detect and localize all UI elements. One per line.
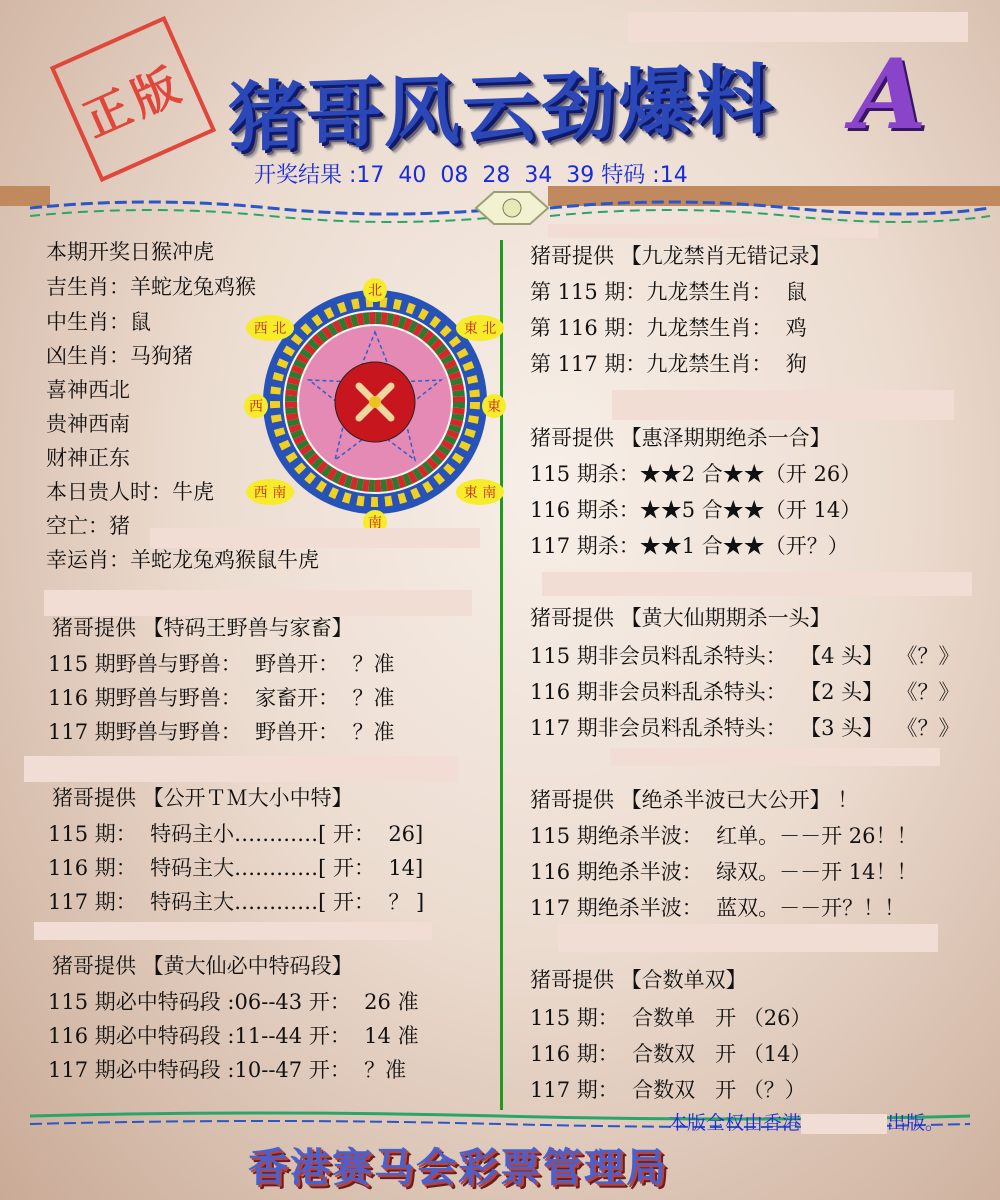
- section-row: 117 期： 合数双 开 （？）: [530, 1078, 806, 1102]
- redaction-block: [44, 590, 472, 616]
- redaction-block: [34, 922, 432, 940]
- section-header: 猪哥提供 【绝杀半波已大公开】 ！: [530, 788, 859, 812]
- section-row: 117 期： 特码主大…………[ 开： ？ ]: [48, 890, 425, 914]
- section-row: 117 期非会员料乱杀特头： 【3 头】 《？》: [530, 716, 960, 740]
- section-row: 第 115 期：九龙禁生肖： 鼠: [530, 280, 807, 304]
- publisher-banner: 香港赛马会彩票管理局: [248, 1145, 668, 1191]
- almanac-line: 本期开奖日猴冲虎: [46, 240, 214, 264]
- wave-divider: [30, 190, 990, 230]
- compass-label: 南: [368, 515, 382, 528]
- section-header: 猪哥提供 【公开ＴＭ大小中特】: [52, 786, 353, 810]
- section-header: 猪哥提供 【合数单双】: [530, 968, 747, 992]
- section-row: 117 期必中特码段 :10--47 开： ？准: [48, 1058, 407, 1082]
- redaction-block: [558, 924, 938, 952]
- authentic-stamp: [50, 16, 216, 182]
- compass-label: 東 北: [463, 321, 497, 337]
- section-header: 猪哥提供 【惠泽期期绝杀一合】: [530, 426, 831, 450]
- section-row: 115 期： 特码主小…………[ 开： 26]: [48, 822, 424, 846]
- compass-label: 北: [368, 283, 382, 299]
- section-row: 116 期： 合数双 开 （14）: [530, 1042, 812, 1066]
- compass-label: 東 南: [463, 485, 497, 501]
- section-row: 115 期： 合数单 开 （26）: [530, 1006, 812, 1030]
- redaction-block: [612, 390, 954, 420]
- section-header: 猪哥提供 【黄大仙必中特码段】: [52, 954, 353, 978]
- almanac-line: 本日贵人时：牛虎: [46, 480, 214, 504]
- compass-label: 西: [249, 399, 263, 415]
- section-row: 116 期野兽与野兽： 家畜开： ？准: [48, 686, 395, 710]
- section-row: 117 期绝杀半波： 蓝双。－－开？！！: [530, 896, 906, 920]
- section-row: 115 期野兽与野兽： 野兽开： ？准: [48, 652, 395, 676]
- almanac-line: 空亡：猪: [46, 514, 130, 538]
- almanac-line: 吉生肖：羊蛇龙兔鸡猴: [46, 275, 256, 299]
- section-row: 115 期必中特码段 :06--43 开： 26 准: [48, 990, 419, 1014]
- almanac-line: 幸运肖：羊蛇龙兔鸡猴鼠牛虎: [46, 548, 319, 572]
- section-row: 115 期非会员料乱杀特头： 【4 头】 《？》: [530, 644, 960, 668]
- edition-badge: A: [852, 38, 927, 151]
- section-header: 猪哥提供 【九龙禁肖无错记录】: [530, 244, 831, 268]
- redaction-block: [24, 756, 458, 782]
- section-row: 第 116 期：九龙禁生肖： 鸡: [530, 316, 807, 340]
- compass-label: 東: [487, 399, 501, 415]
- section-row: 115 期绝杀半波： 红单。－－开 26！！: [530, 824, 918, 848]
- redaction-block: [610, 748, 940, 766]
- copyright-note: [668, 1108, 944, 1135]
- section-row: 115 期杀：★★2 合★★（开 26）: [530, 462, 862, 486]
- section-header: 猪哥提供 【特码王野兽与家畜】: [52, 616, 353, 640]
- almanac-line: 中生肖：鼠: [46, 310, 151, 334]
- page-title: 猪哥风云劲爆料: [228, 54, 774, 163]
- section-row: 116 期绝杀半波： 绿双。－－开 14！！: [530, 860, 918, 884]
- redaction-block: [801, 1114, 887, 1134]
- fengshui-compass: [240, 278, 510, 528]
- almanac-line: 凶生肖：马狗猪: [46, 344, 193, 368]
- section-row: 116 期必中特码段 :11--44 开： 14 准: [48, 1024, 419, 1048]
- stamp-text: 正版: [75, 55, 193, 148]
- section-row: 117 期杀：★★1 合★★（开？）: [530, 534, 849, 558]
- section-row: 116 期杀：★★5 合★★（开 14）: [530, 498, 862, 522]
- copyright-tail: 出版。: [887, 1112, 945, 1134]
- section-header: 猪哥提供 【黄大仙期期杀一头】: [530, 606, 831, 630]
- bagua-icon: [476, 192, 548, 224]
- redaction-block: [542, 572, 972, 596]
- compass-label: 西 北: [253, 321, 287, 337]
- redaction-block: [150, 528, 480, 548]
- section-row: 第 117 期：九龙禁生肖： 狗: [530, 352, 807, 376]
- almanac-line: 财神正东: [46, 446, 130, 470]
- almanac-line: 贵神西南: [46, 412, 130, 436]
- copyright-text: 本版全权由香港: [668, 1112, 802, 1134]
- draw-result: 开奖结果 :17 40 08 28 34 39 特码 :14: [254, 163, 688, 188]
- section-row: 116 期非会员料乱杀特头： 【2 头】 《？》: [530, 680, 960, 704]
- section-row: 116 期： 特码主大…………[ 开： 14]: [48, 856, 424, 880]
- section-row: 117 期野兽与野兽： 野兽开： ？准: [48, 720, 395, 744]
- compass-label: 西 南: [253, 485, 287, 501]
- almanac-line: 喜神西北: [46, 378, 130, 402]
